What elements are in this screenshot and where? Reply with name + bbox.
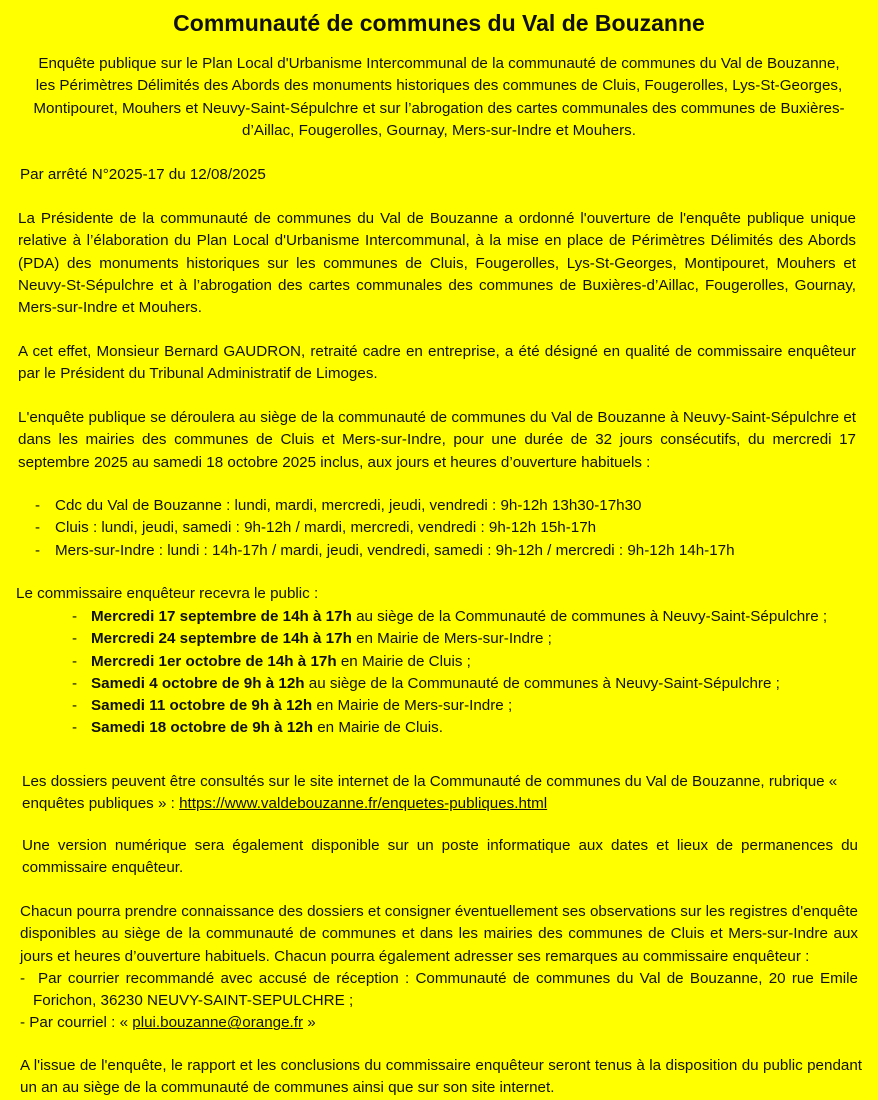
permanence-place: en Mairie de Cluis ; — [336, 652, 471, 670]
dossiers-link[interactable]: https://www.valdebouzanne.fr/enquetes-publiques.html — [179, 795, 548, 813]
courriel-email-link[interactable]: plui.bouzanne@orange.fr — [132, 1014, 304, 1032]
permanence-date: Mercredi 17 septembre de 14h à 17h — [91, 608, 352, 625]
list-item — [16, 651, 856, 673]
permanence-date: Samedi 4 octobre de 9h à 12h — [91, 674, 305, 692]
permanences-list — [16, 606, 856, 740]
list-item — [16, 695, 856, 717]
courriel-prefix: - Par courriel : « — [20, 1014, 133, 1032]
dash: - — [20, 969, 26, 987]
courriel-suffix: » — [303, 1014, 316, 1032]
observations-paragraph: Chacun pourra prendre connaissance des dossiers et consigner éventuellement ses observations sur les registres d'enquête disponibles au siège de la communauté de communes et dans les mairies des communes de Cluis et Mers-sur-Indre aux jours et heures d’ouverture habituels. Chacun pourra également adresser ses remarques au commissaire enquêteur : — [20, 903, 858, 965]
dossiers-text: Les dossiers peuvent être consultés sur le site internet de la Communauté de communes du Val de Bouzanne, rubrique « enquêtes publiques » : — [22, 773, 838, 813]
permanence-date: Samedi 11 octobre de 9h à 12h — [91, 697, 313, 715]
arrete-reference: Par arrêté N°2025-17 du 12/08/2025 — [20, 166, 266, 183]
list-item: - Mers-sur-Indre : lundi : 14h-17h / mardi, jeudi, vendredi, samedi : 9h-12h / mercredi : 9h-12h 14h-17h — [18, 540, 858, 562]
list-item: - Cdc du Val de Bouzanne : lundi, mardi, mercredi, jeudi, vendredi : 9h-12h 13h30-17h30 — [18, 495, 858, 517]
permanence-date: Samedi 18 octobre de 9h à 12h — [91, 719, 313, 737]
opening-hours-list — [18, 495, 858, 562]
list-item — [16, 628, 856, 650]
list-item: - Cluis : lundi, jeudi, samedi : 9h-12h / mardi, mercredi, vendredi : 9h-12h 15h-17h — [18, 517, 858, 539]
paragraph-commissaire: A cet effet, Monsieur Bernard GAUDRON, retraité cadre en entreprise, a été désigné en qualité de commissaire enquêteur par le Président du Tribunal Administratif de Limoges. — [18, 343, 856, 383]
permanence-place: en Mairie de Mers-sur-Indre ; — [351, 630, 552, 648]
list-item — [16, 606, 856, 628]
permanences-intro: Le commissaire enquêteur recevra le public : — [16, 585, 319, 602]
paragraph-deroulement: L'enquête publique se déroulera au siège de la communauté de communes du Val de Bouzanne à Neuvy-Saint-Sépulchre et dans les mairies des communes de Cluis et Mers-sur-Indre, pour une durée de 32 jours consécutifs, du mercredi 17 septembre 2025 au samedi 18 octobre 2025 inclus, aux jours et heures d’ouverture habituels : — [18, 409, 856, 471]
page-title: Communauté de communes du Val de Bouzanne — [173, 10, 705, 36]
permanence-place: en Mairie de Cluis. — [313, 719, 443, 737]
list-item — [16, 717, 856, 739]
observations-section — [20, 901, 858, 1035]
permanence-date: Mercredi 24 septembre de 14h à 17h — [91, 630, 352, 648]
paragraph-ordonnance: La Présidente de la communauté de communes du Val de Bouzanne a ordonné l'ouverture de l'enquête publique unique relative à l’élaboration du Plan Local d'Urbanisme Intercommunal, à la mise en place de Périmètres Délimités des Abords (PDA) des monuments historiques sur les communes de Cluis, Fougerolles, Lys-St-Georges, Montipouret, Mouhers et Neuvy-St-Sépulchre et à l’abrogation des cartes communales des communes de Buxières-d’Aillac, Fougerolles, Gournay, Mers-sur-Indre et Mouhers. — [18, 210, 856, 317]
courrier-text: Par courrier recommandé avec accusé de réception : Communauté de communes du Val de Bouzanne, 20 rue Emile Forichon, 36230 NEUVY-SAINT-SEPULCHRE ; — [33, 969, 858, 1010]
dossiers-paragraph — [22, 771, 858, 816]
permanence-place: au siège de la Communauté de communes à Neuvy-Saint-Sépulchre ; — [351, 608, 828, 625]
courriel-line — [20, 1012, 858, 1034]
permanence-place: au siège de la Communauté de communes à Neuvy-Saint-Sépulchre ; — [304, 674, 780, 692]
courrier-line — [20, 968, 858, 1013]
list-item — [16, 673, 856, 695]
permanence-place: en Mairie de Mers-sur-Indre ; — [312, 697, 513, 715]
conclusion-paragraph: A l'issue de l'enquête, le rapport et les conclusions du commissaire enquêteur seront tenus à la disposition du public pendant un an au siège de la communauté de communes ainsi que sur son site internet. — [20, 1057, 862, 1097]
intro-paragraph: Enquête publique sur le Plan Local d'Urbanisme Intercommunal de la communauté de communes du Val de Bouzanne, les Périmètres Délimités des Abords des monuments historiques des communes de Cluis, Fougerolles, Lys-St-Georges, Montipouret, Mouhers et Neuvy-Saint-Sépulchre et sur l’abrogation des cartes communales des communes de Buxières-d’Aillac, Fougerolles, Gournay, Mers-sur-Indre et Mouhers. — [33, 55, 845, 139]
permanence-date: Mercredi 1er octobre de 14h à 17h — [91, 652, 337, 670]
numeric-version-paragraph: Une version numérique sera également disponible sur un poste informatique aux dates et lieux de permanences du commissaire enquêteur. — [22, 837, 858, 877]
